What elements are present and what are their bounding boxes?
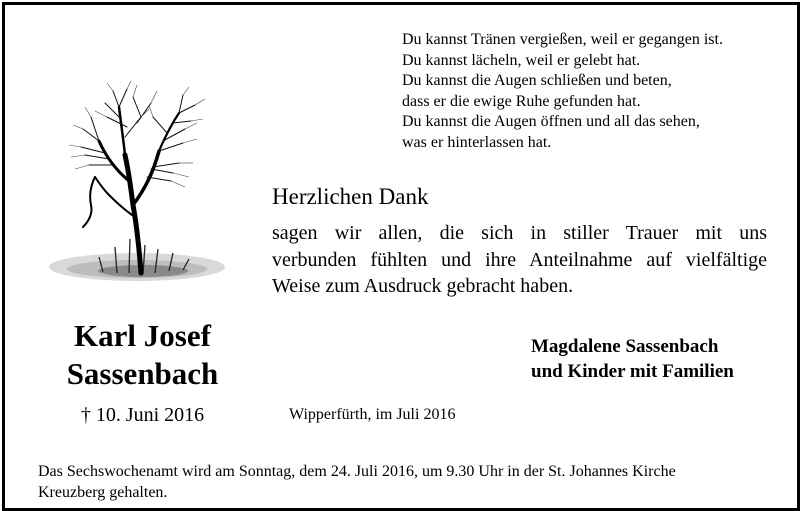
poem-line: Du kannst lächeln, weil er gelebt hat.	[402, 51, 641, 69]
place-date: Wipperfürth, im Juli 2016	[289, 406, 456, 423]
deceased-name	[30, 317, 255, 393]
trunk	[83, 107, 179, 273]
service-line: Das Sechswochenamt wird am Sonntag, dem 24. Juli 2016, um 9.30 Uhr in der St. Johannes Kirche	[38, 463, 676, 480]
poem-line: Du kannst Tränen vergießen, weil er gegangen ist.	[402, 31, 723, 48]
poem-line: Du kannst die Augen schließen und beten,	[402, 72, 672, 90]
thanks-heading: Herzlichen Dank	[272, 184, 429, 209]
signatory-line: Magdalene Sassenbach	[531, 336, 719, 357]
signatory-line: und Kinder mit Familien	[531, 360, 734, 382]
notice-frame	[2, 2, 800, 511]
branches	[81, 89, 195, 181]
poem-line: dass er die ewige Ruhe gefunden hat.	[402, 92, 641, 110]
poem-line: was er hinterlassen hat.	[402, 133, 552, 151]
thanks-line: verbunden fühlten und ihre Anteilnahme auf vielfältige	[272, 248, 767, 271]
service-announcement	[38, 462, 773, 503]
thanks-line: sagen wir allen, die sich in stiller Trauer mit uns	[272, 222, 767, 244]
poem-line: Du kannst die Augen öffnen und all das sehen,	[402, 113, 700, 131]
poem	[402, 30, 792, 154]
deceased-last-name: Sassenbach	[66, 356, 219, 391]
deceased-first-name: Karl Josef	[74, 318, 211, 353]
thanks-line: Weise zum Ausdruck gebracht haben.	[272, 275, 574, 297]
ground	[49, 253, 225, 281]
service-line: Kreuzberg gehalten.	[38, 483, 168, 501]
death-date: † 10. Juni 2016	[80, 404, 205, 426]
signatories	[531, 335, 734, 384]
tree-illustration	[33, 77, 245, 302]
thanks-text	[272, 220, 767, 300]
